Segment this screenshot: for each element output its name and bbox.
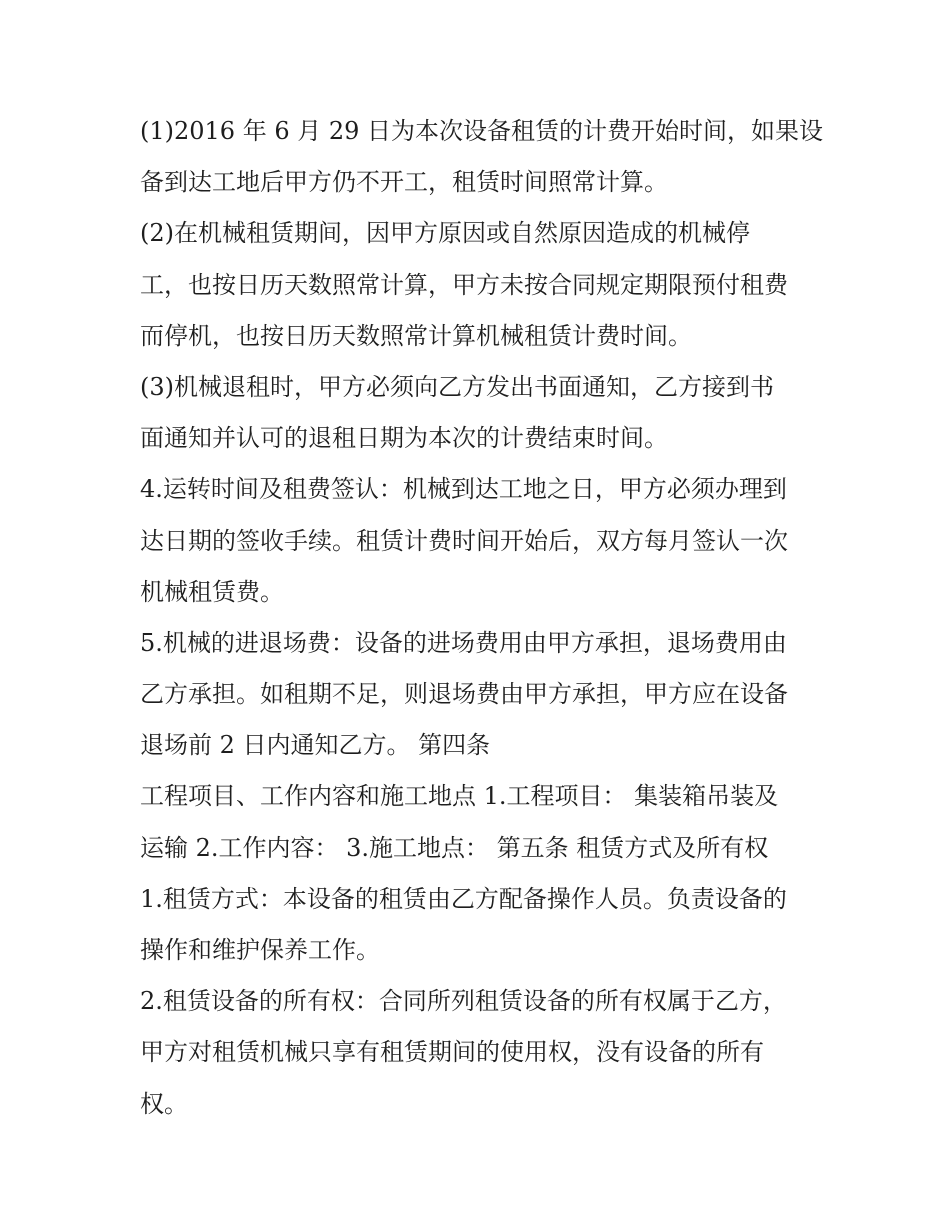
document-body (140, 106, 824, 1130)
text-line: 5.机械的进退场费：设备的进场费用由甲方承担，退场费用由 (140, 628, 787, 657)
text-line: (1)2016 年 6 月 29 日为本次设备租赁的计费开始时间，如果设 (140, 117, 824, 145)
text-line: 甲方对租赁机械只享有租赁期间的使用权，没有设备的所有 (140, 1038, 764, 1067)
text-line: (2)在机械租赁期间，因甲方原因或自然原因造成的机械停 (140, 219, 750, 248)
text-line: 2.租赁设备的所有权：合同所列租赁设备的所有权属于乙方， (140, 987, 787, 1016)
text-line: 机械租赁费。 (140, 577, 284, 606)
text-line: 退场前 2 日内通知乙方。 第四条 (140, 731, 491, 760)
text-line: 备到达工地后甲方仍不开工，租赁时间照常计算。 (140, 168, 668, 197)
text-line: 达日期的签收手续。租赁计费时间开始后，双方每月签认一次 (140, 526, 788, 555)
text-line: 4.运转时间及租费签认：机械到达工地之日，甲方必须办理到 (140, 475, 787, 504)
text-line: 而停机，也按日历天数照常计算机械租赁计费时间。 (140, 321, 692, 350)
text-line: 面通知并认可的退租日期为本次的计费结束时间。 (140, 424, 668, 453)
text-line: 工程项目、工作内容和施工地点 1.工程项目： 集装箱吊装及 (140, 782, 779, 811)
text-line: 操作和维护保养工作。 (140, 936, 380, 964)
text-line: 1.租赁方式：本设备的租赁由乙方配备操作人员。负责设备的 (140, 884, 787, 913)
text-line: 工，也按日历天数照常计算，甲方未按合同规定期限预付租费 (140, 270, 788, 299)
text-line: 运输 2.工作内容： 3.施工地点： 第五条 租赁方式及所有权 (140, 833, 769, 862)
text-line: 权。 (140, 1089, 188, 1118)
text-line: 乙方承担。如租期不足，则退场费由甲方承担，甲方应在设备 (140, 680, 788, 709)
text-line: (3)机械退租时，甲方必须向乙方发出书面通知，乙方接到书 (140, 372, 774, 401)
